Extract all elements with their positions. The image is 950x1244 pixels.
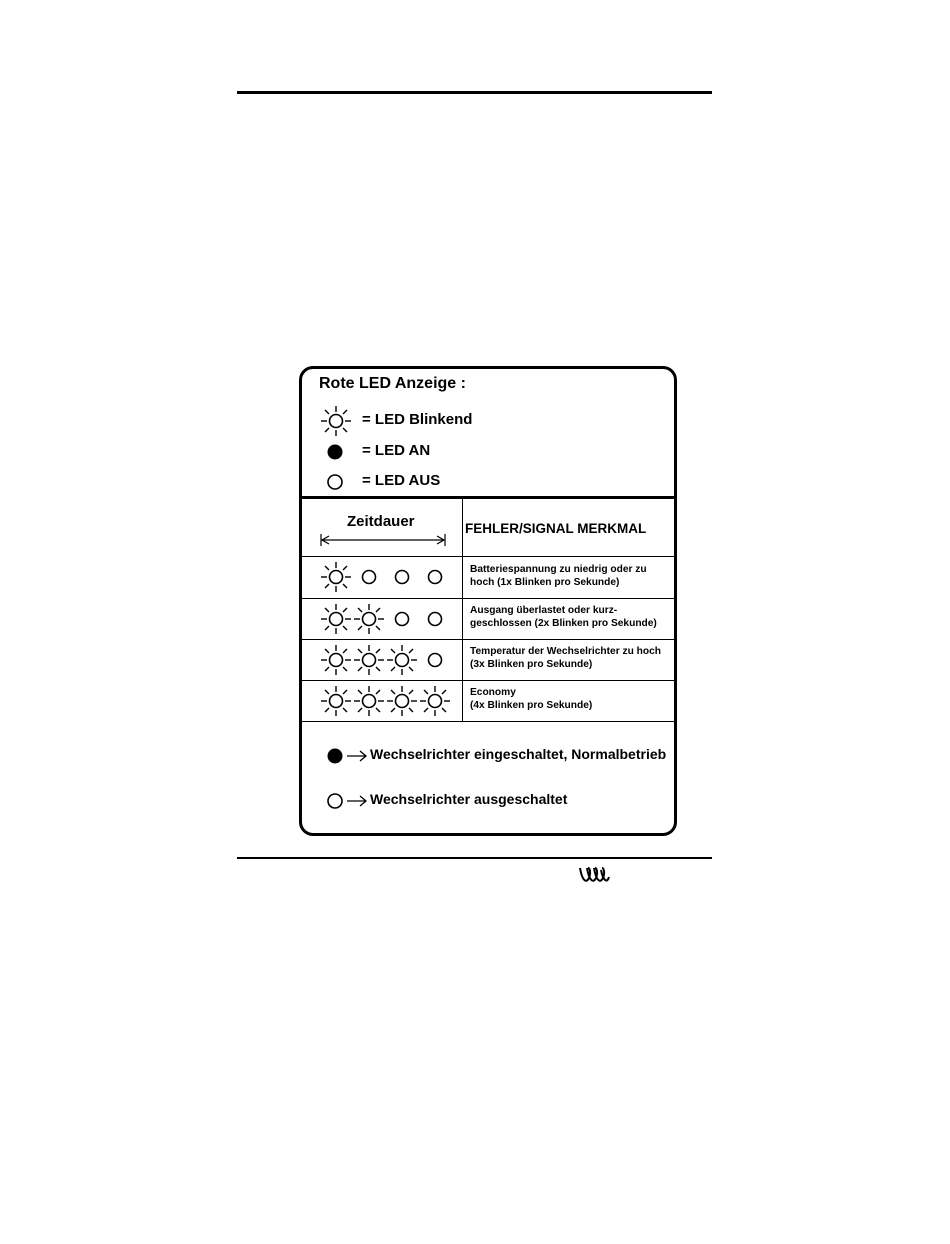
table-row [470,605,674,630]
row-text-line2: geschlossen (2x Blinken pro Sekunde) [470,617,657,629]
led-blinking-icon [387,645,417,675]
table-row [470,564,674,589]
led-blinking-icon [387,686,417,716]
led-off-icon [429,613,442,626]
row-text-line1: Batteriespannung zu niedrig oder zu [470,564,647,575]
row-text-line2: hoch (1x Blinken pro Sekunde) [470,576,620,588]
led-blinking-icon [420,686,450,716]
led-blinking-icon [354,645,384,675]
led-blinking-icon [321,686,351,716]
row-text-line1: Ausgang überlastet oder kurz- [470,605,618,616]
feature-header: FEHLER/SIGNAL MERKMAL [465,521,647,536]
led-off-icon [396,571,409,584]
table-bottom-divider [302,721,674,722]
time-header: Zeitdauer [347,513,415,530]
blink-sequence [302,640,462,680]
table-row [470,646,674,671]
time-arrow-icon [320,533,446,547]
led-blinking-icon [354,686,384,716]
led-blinking-icon [321,562,351,592]
blink-sequence [302,557,462,597]
table-column-divider [462,497,463,721]
top-rule [237,91,712,94]
legend-off-label: = LED AUS [362,472,441,489]
legend-on-label: = LED AN [362,442,431,459]
row-text-line2: (3x Blinken pro Sekunde) [470,658,593,670]
led-off-icon [429,654,442,667]
legend-blinking-label: = LED Blinkend [362,411,473,428]
legend-title: Rote LED Anzeige : [319,375,466,392]
row-text-line1: Economy [470,687,516,698]
blink-sequence [302,681,462,721]
blink-sequence [302,599,462,639]
led-off-arrow-icon [326,792,368,810]
row-text-line2: (4x Blinken pro Sekunde) [470,699,593,711]
bottom-rule [237,857,712,859]
led-off-icon [363,571,376,584]
led-indicator-panel [299,366,677,836]
led-blinking-icon [320,405,352,437]
legend-divider [302,496,674,499]
led-on-arrow-icon [326,747,368,765]
led-blinking-icon [321,604,351,634]
row-text-line1: Temperatur der Wechselrichter zu hoch [470,646,661,657]
table-row [470,687,674,712]
victron-logo-icon [577,864,611,886]
led-blinking-icon [321,645,351,675]
led-blinking-icon [354,604,384,634]
led-off-icon [429,571,442,584]
led-on-icon [326,443,344,461]
led-off-icon [396,613,409,626]
status-off-text: Wechselrichter ausgeschaltet [370,791,568,807]
led-off-icon [326,473,344,491]
status-on-text: Wechselrichter eingeschaltet, Normalbetrieb [370,746,667,762]
